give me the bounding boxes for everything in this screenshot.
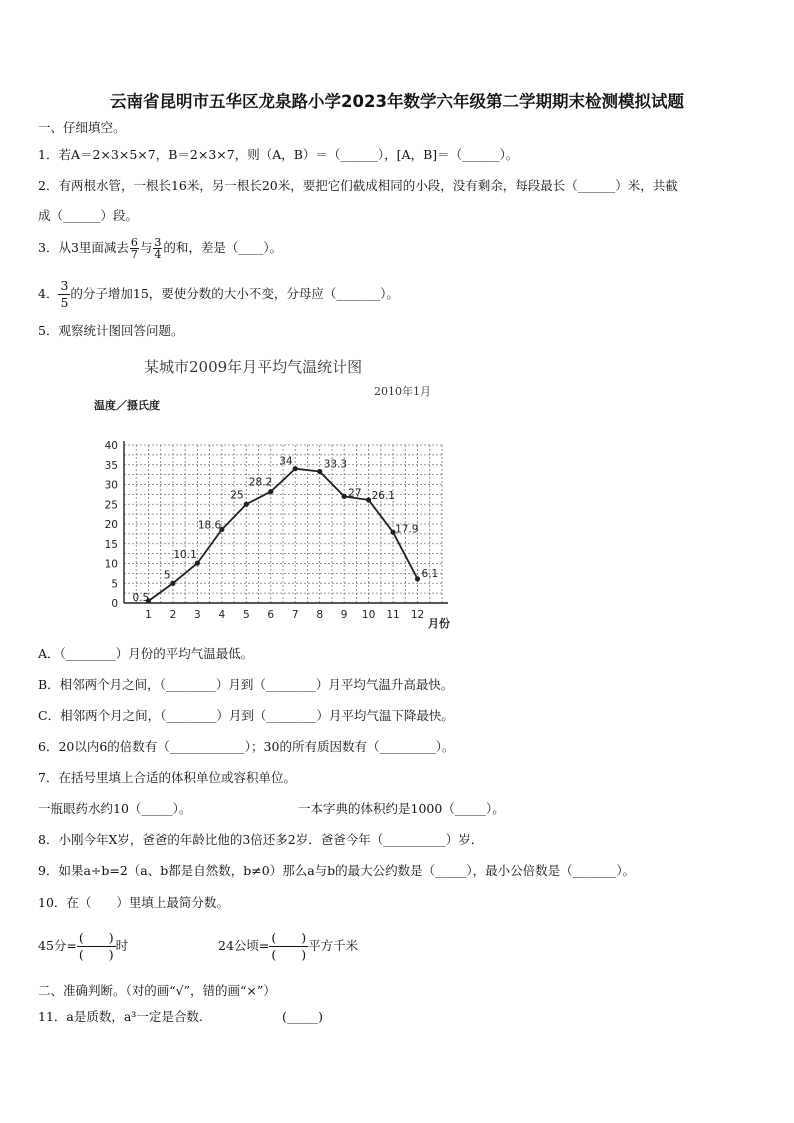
data-label: 34 bbox=[279, 455, 293, 468]
y-tick-label: 5 bbox=[111, 578, 118, 591]
y-tick-label: 10 bbox=[104, 558, 118, 571]
data-label: 26.1 bbox=[371, 489, 396, 502]
question-2-line-1: 2．有两根水管，一根长16米，另一根长20米，要把它们截成相同的小段，没有剩余，每段最长（______）米，共截 bbox=[38, 178, 678, 193]
question-3 bbox=[38, 237, 282, 260]
question-5c: C．相邻两个月之间，（________）月到（________）月平均气温下降最快。 bbox=[38, 708, 454, 723]
data-point bbox=[268, 489, 273, 494]
data-point bbox=[293, 466, 298, 471]
data-label: 6.1 bbox=[421, 567, 439, 580]
data-point bbox=[170, 581, 175, 586]
question-10b bbox=[218, 930, 358, 963]
y-tick-label: 40 bbox=[104, 440, 118, 452]
data-label: 0.5 bbox=[132, 592, 150, 605]
data-label: 10.1 bbox=[173, 549, 197, 562]
q4-text-pre: 4． bbox=[38, 286, 59, 301]
question-7a: 一瓶眼药水约10（_____）。 bbox=[38, 801, 192, 816]
x-tick-label: 4 bbox=[218, 609, 226, 621]
chart-ticks bbox=[105, 440, 425, 621]
data-point bbox=[317, 469, 322, 474]
q3-text-post: 的和，差是（____）。 bbox=[163, 240, 283, 255]
q10b-fraction-blank: ( ) ( ) bbox=[271, 930, 307, 962]
q10a-pre: 45分= bbox=[38, 938, 77, 953]
question-5b: B．相邻两个月之间，（________）月到（________）月平均气温升高最快。 bbox=[38, 677, 454, 692]
data-label: 27 bbox=[348, 487, 362, 500]
section-heading-2: 二、准确判断。（对的画“√”，错的画“×”） bbox=[38, 983, 276, 998]
question-10: 10．在（ ）里填上最简分数。 bbox=[38, 895, 229, 910]
fraction-6-7: $\frac{6}{7}$ bbox=[130, 236, 138, 261]
question-5a: A．（________）月份的平均气温最低。 bbox=[38, 646, 254, 661]
chart-note: 2010年1月 bbox=[374, 385, 431, 398]
question-4 bbox=[38, 278, 399, 311]
y-tick-label: 15 bbox=[104, 538, 118, 551]
q10b-pre: 24公顷= bbox=[218, 938, 270, 953]
data-point bbox=[195, 561, 200, 566]
question-11-blank: (_____) bbox=[282, 1009, 324, 1024]
chart-title: 某城市2009年月平均气温统计图 bbox=[144, 358, 363, 376]
y-tick-label: 35 bbox=[104, 459, 118, 472]
y-tick-label: 25 bbox=[104, 499, 118, 512]
x-tick-label: 5 bbox=[242, 609, 250, 621]
question-7b: 一本字典的体积约是1000（_____）。 bbox=[298, 801, 505, 816]
data-label: 25 bbox=[230, 489, 244, 502]
question-8: 8．小刚今年X岁，爸爸的年龄比他的3倍还多2岁．爸爸今年（__________）岁． bbox=[38, 832, 484, 847]
q3-text-mid: 与 bbox=[139, 240, 153, 255]
question-9: 9．如果a÷b=2（a、b都是自然数，b≠0）那么a与b的最大公约数是（_____），最小公倍数是（_______）。 bbox=[38, 863, 636, 878]
question-10a bbox=[38, 930, 128, 963]
chart-y-axis-label: 温度／摄氏度 bbox=[94, 399, 160, 412]
section-heading-1: 一、仔细填空。 bbox=[38, 120, 126, 135]
x-tick-label: 12 bbox=[410, 609, 425, 621]
x-tick-label: 8 bbox=[316, 609, 324, 621]
question-5: 5．观察统计图回答问题。 bbox=[38, 323, 184, 338]
chart-svg bbox=[92, 352, 462, 634]
data-point bbox=[244, 502, 249, 507]
fraction-3-4: $\frac{3}{4}$ bbox=[154, 236, 162, 261]
y-tick-label: 20 bbox=[104, 519, 118, 531]
q3-text-pre: 3．从3里面减去 bbox=[38, 240, 129, 255]
x-tick-label: 6 bbox=[267, 609, 275, 621]
x-tick-label: 1 bbox=[145, 609, 152, 621]
chart-x-axis-label: 月份 bbox=[428, 617, 450, 630]
page-title: 云南省昆明市五华区龙泉路小学2023年数学六年级第二学期期末检测模拟试题 bbox=[110, 92, 684, 111]
data-point bbox=[415, 576, 420, 581]
x-tick-label: 3 bbox=[194, 609, 201, 621]
question-1: 1．若A＝2×3×5×7，B＝2×3×7，则（A，B）＝（______），[A，B]＝（______）。 bbox=[38, 147, 519, 162]
data-point bbox=[342, 494, 347, 499]
data-label: 33.3 bbox=[323, 458, 348, 471]
data-point bbox=[366, 497, 371, 502]
q10a-fraction-blank: ( ) ( ) bbox=[78, 930, 114, 962]
x-tick-label: 2 bbox=[169, 609, 177, 621]
temperature-line-chart bbox=[92, 352, 462, 634]
data-label: 18.6 bbox=[197, 519, 222, 532]
x-tick-label: 7 bbox=[291, 609, 299, 621]
data-label: 28.2 bbox=[248, 476, 273, 489]
question-11: 11．a是质数，a³一定是合数. bbox=[38, 1009, 203, 1024]
data-label: 17.9 bbox=[395, 523, 419, 536]
y-tick-label: 0 bbox=[111, 598, 118, 610]
y-tick-label: 30 bbox=[104, 479, 118, 492]
fraction-3-5: $\frac{3}{5}$ bbox=[60, 278, 69, 310]
question-2-line-2: 成（______）段。 bbox=[38, 208, 139, 223]
x-tick-label: 10 bbox=[361, 609, 376, 621]
q4-text-post: 的分子增加15，要使分数的大小不变，分母应（_______）。 bbox=[70, 286, 399, 301]
q10b-post: 平方千米 bbox=[308, 938, 359, 953]
x-tick-label: 11 bbox=[386, 609, 400, 621]
question-7: 7．在括号里填上合适的体积单位或容积单位。 bbox=[38, 770, 296, 785]
q10a-post: 时 bbox=[115, 938, 129, 953]
data-label: 5 bbox=[163, 569, 171, 582]
x-tick-label: 9 bbox=[340, 609, 348, 621]
question-6: 6．20以内6的倍数有（____________）；30的所有质因数有（_________）。 bbox=[38, 739, 455, 754]
